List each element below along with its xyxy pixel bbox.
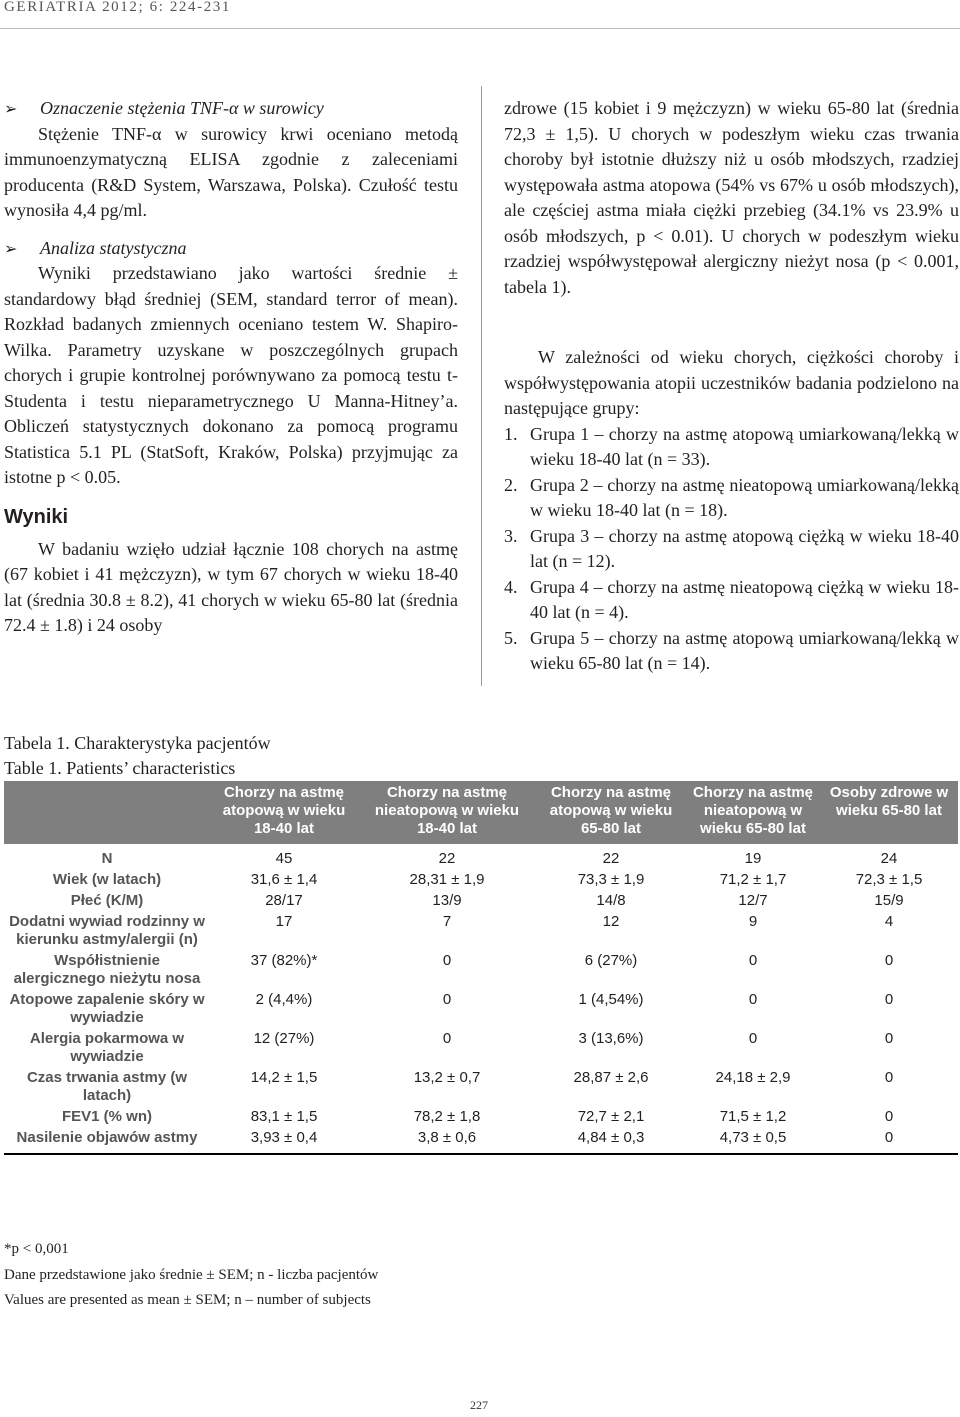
table-cell: 0 [884,991,894,1008]
table-header-cell: Chorzy na astmę nieatopową w wieku 65-80 lat [686,781,820,844]
table-cell: 71,5 ± 1,2 [719,1108,787,1125]
left-column [4,96,458,639]
table-cell: 45 [275,850,293,867]
section-heading-tnf [4,96,458,122]
table-cell: 28/17 [265,892,303,909]
section-heading-tnf-text: Oznaczenie stężenia TNF-α w surowicy [40,98,324,118]
arrow-bullet-icon: ➢ [4,238,18,258]
table-cell: 1 (4,54%) [578,991,644,1008]
footnote-significance: *p < 0,001 [4,1241,69,1257]
table-cell: 12 [602,913,620,930]
list-item: 4. Grupa 4 – chorzy na astmę nieatopową ciężką w wieku 18-40 lat (n = 4). [504,576,959,622]
page-number: 227 [470,1398,488,1412]
running-head: GERIATRIA 2012; 6: 224-231 [4,0,232,15]
table-cell: 31,6 ± 1,4 [250,871,318,888]
table-row [4,989,958,1028]
table-cell: 12/7 [738,892,768,909]
table-cell: 0 [442,1030,452,1047]
table-row-label: Alergia pokarmowa w wywiadzie [29,1030,185,1065]
table-cell: 3,8 ± 0,6 [417,1129,477,1146]
paragraph-results-continued: zdrowe (15 kobiet i 9 mężczyzn) w wieku 65-80 lat (średnia 72,3 ± 1,5). U chorych w podeszłym wieku czas trwania choroby był istotnie dłuższy niż u osób młodszych, rzadziej występowała astma atopowa (54% vs 67% u osób młodszych), ale częściej astma miała ciężki przebieg (34.1% vs 23.9% u osób młodszych, p < 0.01). U chorych w podeszłym wieku rzadziej współwystępował alergiczny nieżyt nosa (p < 0.001, tabela 1). [504,98,959,297]
table-cell: 0 [884,952,894,969]
list-item: 1. Grupa 1 – chorzy na astmę atopową umiarkowaną/lekką w wieku 18-40 lat (n = 33). [504,423,959,469]
table-cell: 6 (27%) [584,952,638,969]
table-cell: 28,87 ± 2,6 [573,1069,649,1086]
table-cell: 9 [748,913,758,930]
footnote-en: Values are presented as mean ± SEM; n – number of subjects [4,1292,371,1308]
table-cell: 0 [884,1030,894,1047]
table-row [4,869,958,890]
table-cell: 37 (82%)* [250,952,318,969]
column-divider [481,86,482,686]
table-cell: 0 [442,952,452,969]
table-cell: 0 [748,991,758,1008]
groups-list [504,422,959,677]
table-cell: 24,18 ± 2,9 [715,1069,791,1086]
table-cell: 0 [748,1030,758,1047]
table-row-label: FEV1 (% wn) [61,1108,152,1125]
table-header-row [4,781,958,844]
table-caption [4,731,271,781]
table-cell: 78,2 ± 1,8 [413,1108,481,1125]
table-row-label: Nasilenie objawów astmy [16,1129,198,1146]
table-cell: 0 [884,1108,894,1125]
table-row-label: Atopowe zapalenie skóry w wywiadzie [9,991,205,1026]
results-heading: Wyniki [4,505,69,528]
paragraph-stats: Wyniki przedstawiano jako wartości średnie ± standardowy błąd średniej (SEM, standard terror of mean). Rozkład badanych zmiennych oceniano testem W. Shapiro-Wilka. Parametry uzyskane w poszczególnych grupach chorych i grupie kontrolnej porównywano za pomocą testu t-Studenta i testu nieparametrycznego U Manna-Hitney’a. Obliczeń statystycznych dokonano za pomocą programu Statistica 5.1 PL (StatSoft, Kraków, Polska) przyjmując za istotne p < 0.05. [4,263,458,487]
table-cell: 14/8 [596,892,626,909]
table-cell: 71,2 ± 1,7 [719,871,787,888]
table-row [4,950,958,989]
table-cell: 22 [602,850,620,867]
table-row-label: N [101,850,113,867]
table-row-label: Wiek (w latach) [52,871,162,888]
table-cell: 24 [880,850,898,867]
table-cell: 4,73 ± 0,5 [719,1129,787,1146]
table-cell: 4,84 ± 0,3 [577,1129,645,1146]
table-cell: 19 [744,850,762,867]
table-cell: 0 [748,952,758,969]
table-cell: 2 (4,4%) [255,991,313,1008]
table-cell: 17 [275,913,293,930]
list-item: 5. Grupa 5 – chorzy na astmę atopową umiarkowaną/lekką w wieku 65-80 lat (n = 14). [504,627,959,673]
paragraph-groups-intro: W zależności od wieku chorych, ciężkości choroby i współwystępowania atopii uczestników badania podzielono na następujące grupy: [504,347,959,418]
table-cell: 13/9 [432,892,462,909]
table-cell: 7 [442,913,452,930]
section-heading-stats-text: Analiza statystyczna [40,237,187,258]
table-cell: 12 (27%) [253,1030,315,1047]
table-caption-pl: Tabela 1. Charakterystyka pacjentów [4,733,271,753]
list-item: 3. Grupa 3 – chorzy na astmę atopową ciężką w wieku 18-40 lat (n = 12). [504,525,959,571]
arrow-bullet-icon: ➢ [4,99,18,118]
table-row [4,1127,958,1154]
table-row [4,1106,958,1127]
table-cell: 3 (13,6%) [578,1030,644,1047]
table-cell: 0 [442,991,452,1008]
table-cell: 15/9 [874,892,904,909]
table-notes [4,1237,378,1314]
table-header-cell: Osoby zdrowe w wieku 65-80 lat [820,781,958,844]
paragraph-results: W badaniu wzięło udział łącznie 108 chorych na astmę (67 kobiet i 41 mężczyzn), w tym 67 chorych w wieku 18-40 lat (średnia 30.8 ± 8.2), 41 chorych w wieku 65-80 lat (średnia 72.4 ± 1.8) i 24 osoby [4,538,458,635]
table-body [4,844,958,1154]
table-cell: 13,2 ± 0,7 [413,1069,481,1086]
table-cell: 28,31 ± 1,9 [409,871,485,888]
table-cell: 4 [884,913,894,930]
table-cell: 72,7 ± 2,1 [577,1108,645,1125]
table-cell: 0 [884,1069,894,1086]
table-header-corner [4,781,210,844]
table-row [4,911,958,950]
table-row [4,1028,958,1067]
table-header-cell: Chorzy na astmę nieatopową w wieku 18-40 lat [358,781,536,844]
header-rule [0,28,960,29]
table-cell: 83,1 ± 1,5 [250,1108,318,1125]
table-cell: 22 [438,850,456,867]
table-row-label: Płeć (K/M) [70,892,144,909]
table-row-label: Współistnienie alergicznego nieżytu nosa [13,952,201,987]
patients-table [4,781,958,1155]
list-item: 2. Grupa 2 – chorzy na astmę nieatopową umiarkowaną/lekką w wieku 18-40 lat (n = 18). [504,474,959,520]
table-row-label: Czas trwania astmy (w latach) [26,1069,188,1104]
table-cell: 14,2 ± 1,5 [250,1069,318,1086]
table-header-cell: Chorzy na astmę atopową w wieku 18-40 lat [210,781,358,844]
table-row [4,1067,958,1106]
table-row-label: Dodatni wywiad rodzinny w kierunku astmy/alergii (n) [9,913,205,948]
table-cell: 72,3 ± 1,5 [855,871,923,888]
footnote-pl: Dane przedstawione jako średnie ± SEM; n - liczba pacjentów [4,1266,379,1283]
section-heading-stats [4,236,458,262]
table-cell: 3,93 ± 0,4 [250,1129,318,1146]
right-column [504,96,959,677]
table-caption-en: Table 1. Patients’ characteristics [4,758,236,778]
paragraph-tnf: Stężenie TNF-α w surowicy krwi oceniano metodą immunoenzymatyczną ELISA zgodnie z zaleceniami producenta (R&D System, Warszawa, Polska). Czułość testu wynosiła 4,4 pg/ml. [4,123,458,220]
table-header-cell: Chorzy na astmę atopową w wieku 65-80 lat [536,781,686,844]
table-row [4,890,958,911]
table-cell: 0 [884,1129,894,1146]
table-cell: 73,3 ± 1,9 [577,871,645,888]
table-row [4,844,958,869]
